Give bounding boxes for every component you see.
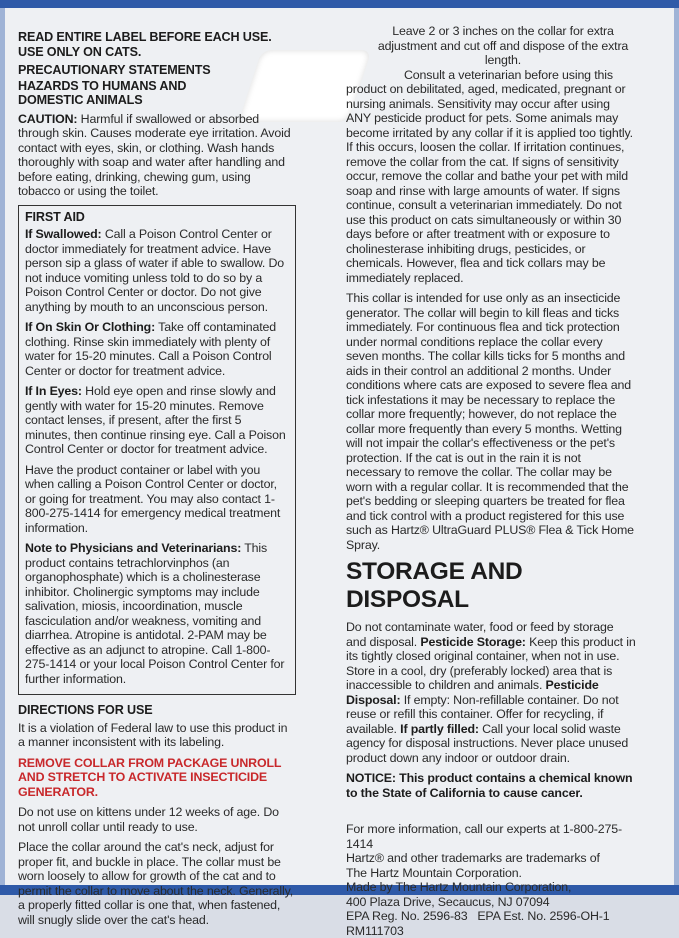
precaution-heading: PRECAUTIONARY STATEMENTS xyxy=(18,63,296,78)
consult-vet-paragraph: Consult a veterinarian before using this product on debilitated, aged, medicated, pregnant or nursing animals. Sensitivity may occur after using ANY pesticide product for pets. Some animals may become irritated by any collar if it is applied too tightly. If this occurs, loosen the collar. If irritation continues, remove the collar from the cat. If signs of sensitivity occur, remove the collar and bathe your pet with mild soap and rinse with large amounts of water. If signs continue, consult a veterinarian immediately. Do not use this product on cats simultaneously or within 30 days before or after treatment with or exposure to cholinesterase inhibiting drugs, pesticides, or chemicals. However, flea and tick collars may be immediately replaced. xyxy=(346,68,636,286)
caution-text: Harmful if swallowed or absorbed through skin. Causes moderate eye irritation. Avoid contact with eyes, skin, or clothing. Wash hands thoroughly with soap and water after handling and before eating, drinking, chewing gum, using tobacco or using the toilet. xyxy=(18,112,290,199)
info-line-epa: EPA Reg. No. 2596-83 EPA Est. No. 2596-OH-1 xyxy=(346,909,636,924)
header-read-label: READ ENTIRE LABEL BEFORE EACH USE. xyxy=(18,30,296,45)
pesticide-disposal-label: Pesticide Disposal: xyxy=(346,678,599,707)
info-line-corporation: The Hartz Mountain Corporation. xyxy=(346,866,636,881)
if-in-eyes-label: If In Eyes: xyxy=(25,384,82,398)
directions-heading: DIRECTIONS FOR USE xyxy=(18,703,296,718)
if-in-eyes-text: Hold eye open and rinse slowly and gently with water for 15-20 minutes. Remove contact lenses, if present, after the first 5 minutes, then continue rinsing eye. Call a Poison Control Center or doctor for treatment advice. xyxy=(25,384,286,456)
if-on-skin-label: If On Skin Or Clothing: xyxy=(25,320,155,334)
storage-disposal-heading: STORAGE AND DISPOSAL xyxy=(346,558,636,614)
hazards-heading-line2: DOMESTIC ANIMALS xyxy=(18,93,296,108)
pesticide-storage-text: Keep this product in its tightly closed original container, when not in use. Store in a cool, dry (preferably locked) area that is inaccessible to children and animals. xyxy=(346,635,636,693)
pesticide-disposal-text: If empty: Non-refillable container. Do not reuse or refill this container. Offer for recycling, if available. xyxy=(346,693,619,736)
if-swallowed-label: If Swallowed: xyxy=(25,227,102,241)
if-in-eyes-paragraph xyxy=(25,384,289,457)
left-edge-band xyxy=(0,0,5,895)
right-edge-band xyxy=(674,0,679,895)
leave-inches-paragraph: Leave 2 or 3 inches on the collar for extra adjustment and cut off and dispose of the extra length. xyxy=(346,24,636,68)
top-edge-band xyxy=(0,0,679,8)
pesticide-storage-label: Pesticide Storage: xyxy=(420,635,525,649)
info-line-code: RM111703 xyxy=(346,924,636,938)
header-cats-only: USE ONLY ON CATS. xyxy=(18,45,296,60)
california-notice: NOTICE: This product contains a chemical known to the State of California to cause cancer. xyxy=(346,771,636,800)
kittens-paragraph: Do not use on kittens under 12 weeks of age. Do not unroll collar until ready to use. xyxy=(18,805,296,834)
info-line-address: 400 Plaza Drive, Secaucus, NJ 07094 xyxy=(346,895,636,910)
info-line-phone: For more information, call our experts at 1-800-275-1414 xyxy=(346,822,636,851)
remove-collar-warning: REMOVE COLLAR FROM PACKAGE UNROLL AND STRETCH TO ACTIVATE INSECTICIDE GENERATOR. xyxy=(18,756,296,800)
caution-paragraph xyxy=(18,112,296,199)
partly-filled-text: Call your local solid waste agency for disposal instructions. Never place unused product down any indoor or outdoor drain. xyxy=(346,722,628,765)
federal-law-paragraph: It is a violation of Federal law to use this product in a manner inconsistent with its labeling. xyxy=(18,721,296,750)
container-paragraph: Have the product container or label with you when calling a Poison Control Center or doctor, or going for treatment. You may also contact 1-800-275-1414 for emergency medical treatment information. xyxy=(25,463,289,536)
physicians-note-text: This product contains tetrachlorvinphos (an organophosphate) which is a cholinesterase inhibitor. Cholinergic symptoms may include salivation, miosis, incoordination, muscle fasciculation and/or weakness, vomiting and diarrhea. Atropine is antidotal. 2-PAM may be effective as an adjunct to atropine. Call 1-800-275-1414 or your local Poison Control Center for further information. xyxy=(25,541,284,686)
storage-intro: Do not contaminate water, food or feed by storage and disposal. xyxy=(346,620,613,649)
storage-disposal-paragraph xyxy=(346,620,636,765)
info-line-made-by: Made by The Hartz Mountain Corporation, xyxy=(346,880,636,895)
left-column xyxy=(18,30,296,933)
if-on-skin-paragraph xyxy=(25,320,289,378)
first-aid-box xyxy=(18,205,296,696)
physicians-note-paragraph xyxy=(25,541,289,686)
caution-label: CAUTION: xyxy=(18,112,77,126)
if-swallowed-paragraph xyxy=(25,227,289,314)
spacer xyxy=(346,806,636,822)
info-line-trademarks: Hartz® and other trademarks are trademarks of xyxy=(346,851,636,866)
intended-use-paragraph: This collar is intended for use only as an insecticide generator. The collar will begin to kill fleas and ticks immediately. For continuous flea and tick protection under normal conditions replace the collar every seven months. The collar kills ticks for 5 months and aids in their control an additional 2 months. Under conditions where cats are exposed to severe flea and tick infestations it may be necessary to replace the collar more frequently; however, do not replace the collar more frequently than every 5 months. Wetting will not impair the collar's effectiveness or the pet's protection. If the cat is out in the rain it is not necessary to remove the collar. The collar may be worn with a regular collar. It is recommended that the pet's bedding or sleeping quarters be treated for flea and tick control with a product registered for this use such as Hartz® UltraGuard PLUS® Flea & Tick Home Spray. xyxy=(346,291,636,552)
partly-filled-label: If partly filled: xyxy=(400,722,479,736)
place-collar-paragraph: Place the collar around the cat's neck, adjust for proper fit, and buckle in place. The collar must be worn loosely to allow for growth of the cat and to permit the collar to move about the neck. Generally, a properly fitted collar is one that, when fastened, will snugly slide over the cat's head. xyxy=(18,840,296,927)
if-swallowed-text: Call a Poison Control Center or doctor immediately for treatment advice. Have person sip a glass of water if able to swallow. Do not induce vomiting unless told to do so by a Poison Control Center or doctor. Do not give anything by mouth to an unconscious person. xyxy=(25,227,284,314)
hazards-heading-line1: HAZARDS TO HUMANS AND xyxy=(18,79,296,94)
first-aid-heading: FIRST AID xyxy=(25,210,289,225)
if-on-skin-text: Take off contaminated clothing. Rinse skin immediately with plenty of water for 15-20 minutes. Call a Poison Control Center or doctor for treatment advice. xyxy=(25,320,276,378)
physicians-note-label: Note to Physicians and Veterinarians: xyxy=(25,541,241,555)
right-column xyxy=(346,24,636,938)
